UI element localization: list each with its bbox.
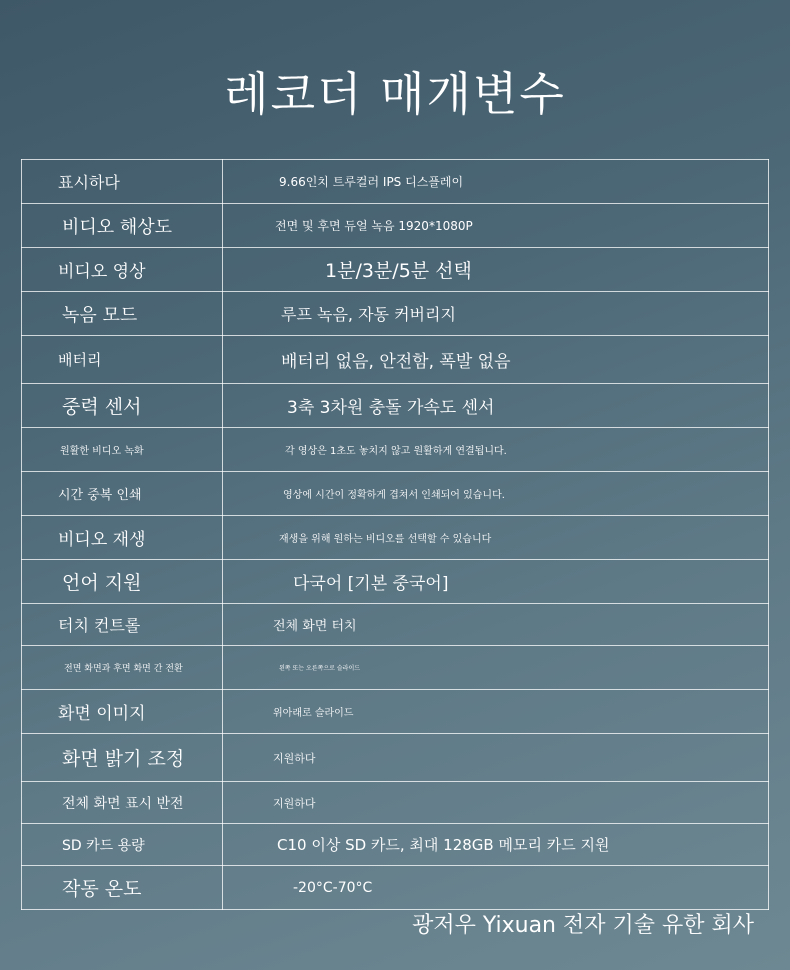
spec-label: SD 카드 용량 bbox=[22, 824, 223, 866]
table-row bbox=[22, 248, 769, 292]
spec-value: 9.66인치 트루컬러 IPS 디스플레이 bbox=[223, 160, 769, 204]
table-row bbox=[22, 472, 769, 516]
table-row bbox=[22, 428, 769, 472]
company-name: 광저우 Yixuan 전자 기술 유한 회사 bbox=[412, 913, 754, 938]
spec-label: 녹음 모드 bbox=[22, 292, 223, 336]
spec-label: 비디오 재생 bbox=[22, 516, 223, 560]
table-row bbox=[22, 336, 769, 384]
spec-value: 전체 화면 터치 bbox=[223, 604, 769, 646]
spec-label: 중력 센서 bbox=[22, 384, 223, 428]
spec-value: 3축 3차원 충돌 가속도 센서 bbox=[223, 384, 769, 428]
spec-label: 언어 지원 bbox=[22, 560, 223, 604]
table-row bbox=[22, 734, 769, 782]
table-row bbox=[22, 204, 769, 248]
page-title: 레코더 매개변수 bbox=[224, 67, 566, 121]
table-row bbox=[22, 782, 769, 824]
spec-table bbox=[21, 159, 769, 910]
spec-value: 루프 녹음, 자동 커버리지 bbox=[223, 292, 769, 336]
spec-label: 전체 화면 표시 반전 bbox=[22, 782, 223, 824]
table-row bbox=[22, 516, 769, 560]
spec-value: 배터리 없음, 안전함, 폭발 없음 bbox=[223, 336, 769, 384]
spec-value: 영상에 시간이 정확하게 겹쳐서 인쇄되어 있습니다. bbox=[223, 472, 769, 516]
spec-label: 비디오 영상 bbox=[22, 248, 223, 292]
spec-value: 전면 및 후면 듀얼 녹음 1920*1080P bbox=[223, 204, 769, 248]
spec-value: 재생을 위해 원하는 비디오를 선택할 수 있습니다 bbox=[223, 516, 769, 560]
table-row bbox=[22, 646, 769, 690]
spec-value: 지원하다 bbox=[223, 782, 769, 824]
spec-value: 지원하다 bbox=[223, 734, 769, 782]
spec-value: 다국어 [기본 중국어] bbox=[223, 560, 769, 604]
spec-label: 배터리 bbox=[22, 336, 223, 384]
table-row bbox=[22, 866, 769, 910]
spec-value: C10 이상 SD 카드, 최대 128GB 메모리 카드 지원 bbox=[223, 824, 769, 866]
spec-label: 비디오 해상도 bbox=[22, 204, 223, 248]
table-row bbox=[22, 604, 769, 646]
spec-label: 표시하다 bbox=[22, 160, 223, 204]
spec-value: 각 영상은 1초도 놓치지 않고 원활하게 연결됩니다. bbox=[223, 428, 769, 472]
spec-label: 원활한 비디오 녹화 bbox=[22, 428, 223, 472]
spec-label: 화면 이미지 bbox=[22, 690, 223, 734]
spec-value: 왼쪽 또는 오른쪽으로 슬라이드 bbox=[223, 646, 769, 690]
table-row bbox=[22, 292, 769, 336]
spec-label: 화면 밝기 조정 bbox=[22, 734, 223, 782]
spec-label: 작동 온도 bbox=[22, 866, 223, 910]
spec-label: 전면 화면과 후면 화면 간 전환 bbox=[22, 646, 223, 690]
spec-value: 1분/3분/5분 선택 bbox=[223, 248, 769, 292]
spec-value: -20°C-70°C bbox=[223, 866, 769, 910]
table-row bbox=[22, 824, 769, 866]
table-row bbox=[22, 384, 769, 428]
spec-label: 시간 중복 인쇄 bbox=[22, 472, 223, 516]
table-row bbox=[22, 690, 769, 734]
spec-label: 터치 컨트롤 bbox=[22, 604, 223, 646]
table-row bbox=[22, 560, 769, 604]
table-row bbox=[22, 160, 769, 204]
spec-value: 위아래로 슬라이드 bbox=[223, 690, 769, 734]
